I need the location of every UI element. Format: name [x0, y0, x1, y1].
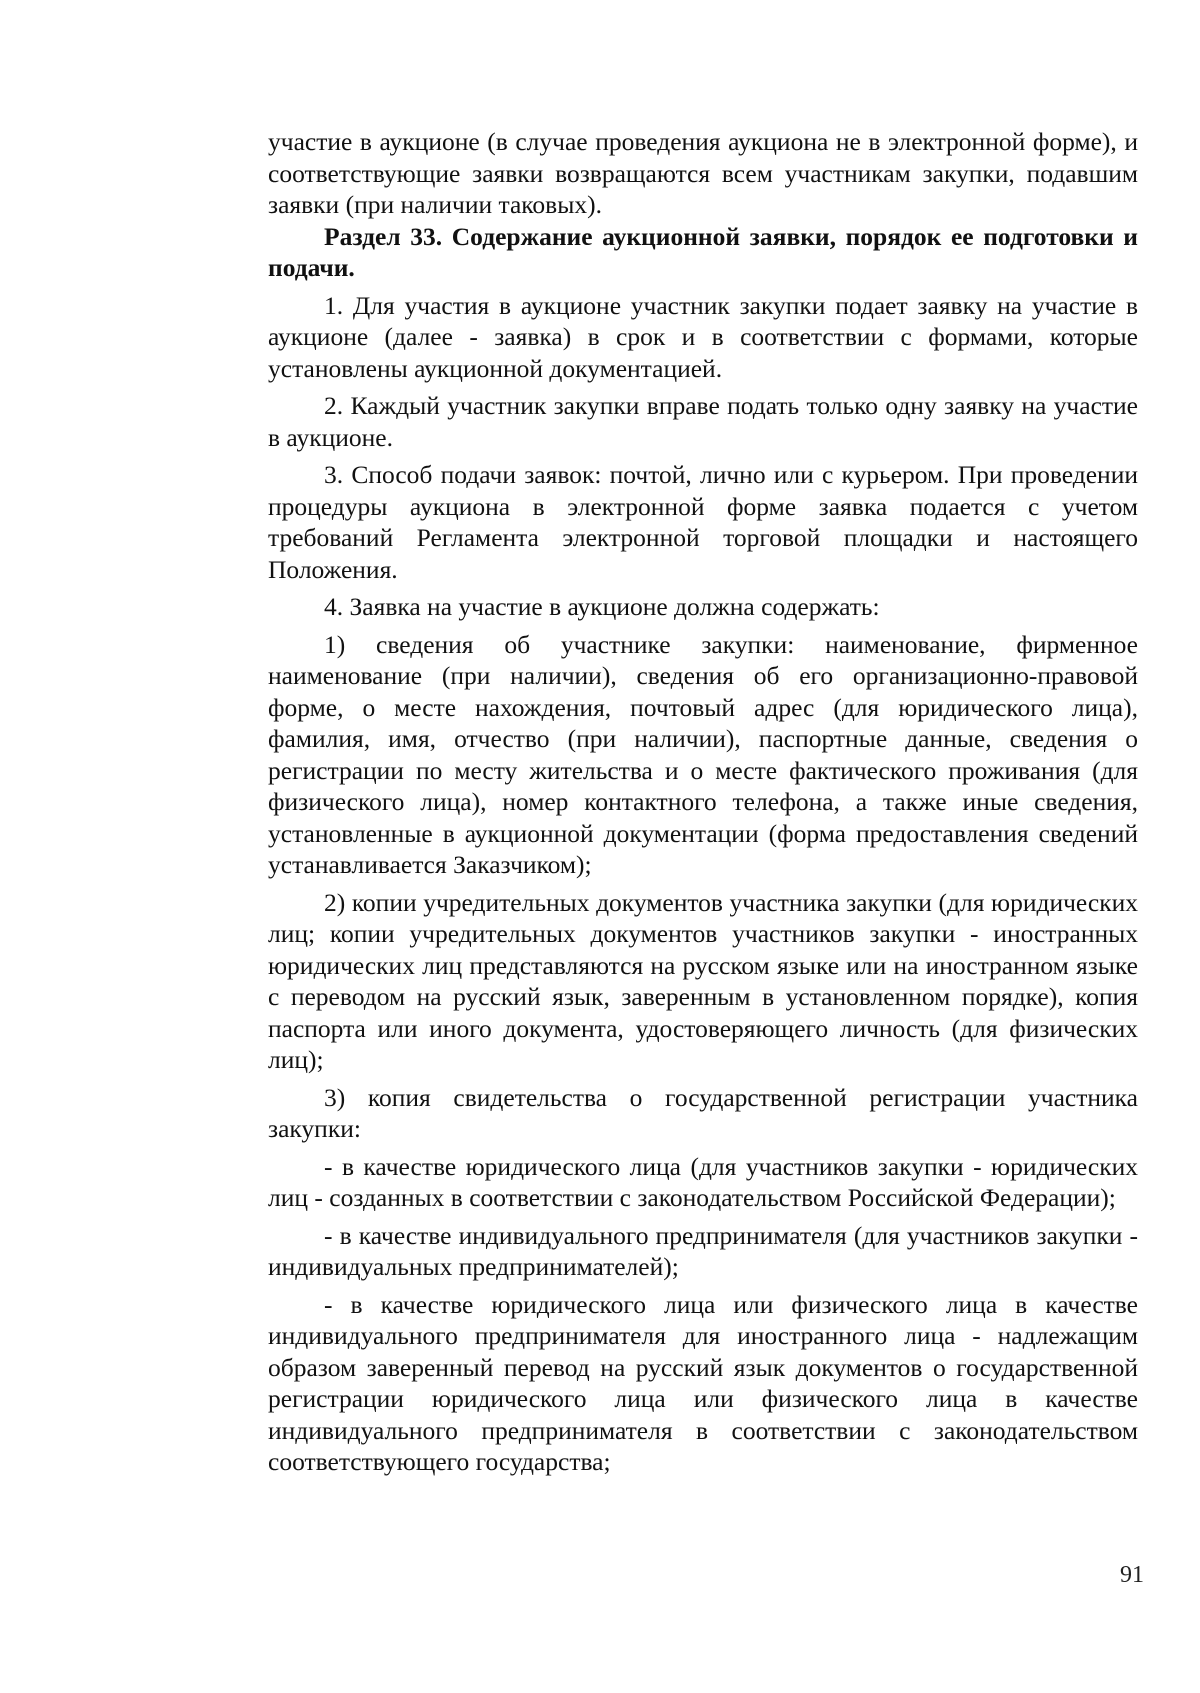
intro-paragraph: участие в аукционе (в случае проведения аукциона не в электронной форме), и соответствующие заявки возвращаются всем участникам закупки, подавшим заявки (при наличии таковых). — [268, 127, 1138, 219]
dash-item-3: - в качестве юридического лица или физического лица в качестве индивидуального предпринимателя для иностранного лица - надлежащим образом заверенный перевод на русский язык документов о государственной регистрации юридического лица или физического лица в качестве индивидуального предпринимателя в соответствии с законодательством соответствующего государства; — [268, 1289, 1138, 1476]
list-item-3: 3) копия свидетельства о государственной регистрации участника закупки: — [268, 1082, 1138, 1143]
document-page — [268, 126, 1138, 1478]
paragraph-2: 2. Каждый участник закупки вправе подать только одну заявку на участие в аукционе. — [268, 391, 1138, 452]
dash-item-2: - в качестве индивидуального предпринимателя (для участников закупки - индивидуальных предпринимателей); — [268, 1220, 1138, 1281]
page-number: 91 — [1120, 1562, 1144, 1588]
dash-item-1: - в качестве юридического лица (для участников закупки - юридических лиц - созданных в соответствии с законодательством Российской Федерации); — [268, 1151, 1138, 1212]
paragraph-4: 4. Заявка на участие в аукционе должна содержать: — [324, 592, 880, 621]
section-heading: Раздел 33. Содержание аукционной заявки, порядок ее подготовки и подачи. — [268, 221, 1138, 282]
paragraph-3: 3. Способ подачи заявок: почтой, лично или с курьером. При проведении процедуры аукциона в электронной форме заявка подается с учетом требований Регламента электронной торговой площадки и настоящего Положения. — [268, 460, 1138, 584]
paragraph-1: 1. Для участия в аукционе участник закупки подает заявку на участие в аукционе (далее - заявка) в срок и в соответствии с формами, которые установлены аукционной документацией. — [268, 290, 1138, 383]
list-item-2: 2) копии учредительных документов участника закупки (для юридических лиц; копии учредительных документов участников закупки - иностранных юридических лиц представляются на русском языке или на иностранном языке с переводом на русский язык, заверенным в установленном порядке), копия паспорта или иного документа, удостоверяющего личность (для физических лиц); — [268, 887, 1138, 1074]
list-item-1: 1) сведения об участнике закупки: наименование, фирменное наименование (при наличии), сведения об его организационно-правовой форме, о месте нахождения, почтовый адрес (для юридического лица), фамилия, имя, отчество (при наличии), паспортные данные, сведения о регистрации по месту жительства и о месте фактического проживания (для физического лица), номер контактного телефона, а также иные сведения, установленные в аукционной документации (форма предоставления сведений устанавливается Заказчиком); — [268, 629, 1138, 879]
